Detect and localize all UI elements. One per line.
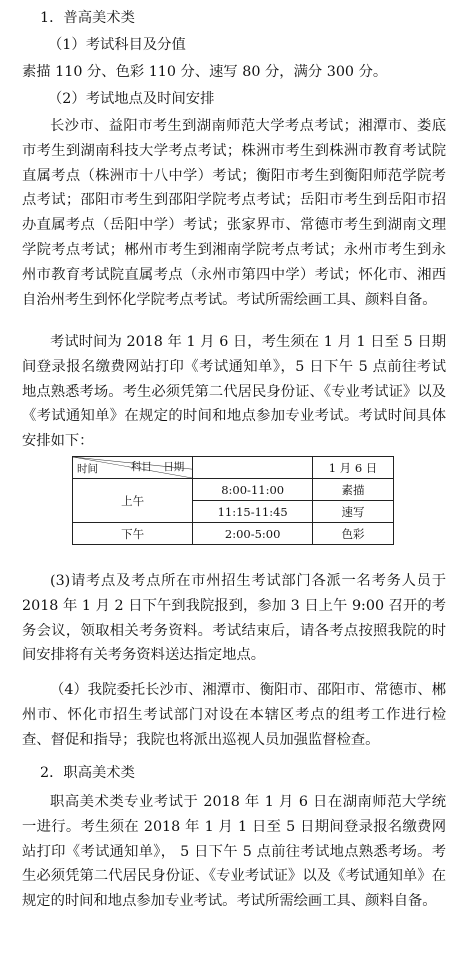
table-header-diagonal-cell — [73, 457, 193, 479]
time-cell: 11:15-11:45 — [193, 501, 313, 523]
time-cell: 2:00-5:00 — [193, 523, 313, 545]
morning-cell: 上午 — [73, 479, 193, 523]
scores-line: 素描 110 分、色彩 110 分、速写 80 分，满分 300 分。 — [22, 64, 388, 80]
section1-heading: 1．普高美术类 — [40, 10, 135, 26]
header-date-cell: 1 月 6 日 — [313, 457, 394, 479]
subsection-location-time: （2）考试地点及时间安排 — [48, 91, 215, 107]
afternoon-cell: 下午 — [73, 523, 193, 545]
subject-cell: 速写 — [313, 501, 394, 523]
locations-paragraph: 长沙市、益阳市考生到湖南师范大学考点考试；湘潭市、娄底市考生到湖南科技大学考点考试；株洲市考生到株洲市教育考试院直属考点（株洲市十八中学）考试；衡阳市考生到衡阳师范学院考点考试；邵阳市考生到邵阳学院考点考试；岳阳市考生到岳阳市招办直属考点（岳阳中学）考试；张家界市、常德市考生到湖南文理学院考点考试；郴州市考生到湘南学院考点考试；永州市考生到永州市教育考试院直属考点（永州市第四中学）考试；怀化市、湘西自治州考生到怀化学院考点考试。考试所需绘画工具、颜料自备。 — [22, 118, 446, 308]
header-date: 日期 — [163, 461, 185, 473]
subject-cell: 素描 — [313, 479, 394, 501]
subsection-exam-subjects: （1）考试科目及分值 — [48, 37, 186, 53]
supervision-paragraph: （4）我院委托长沙市、湘潭市、衡阳市、邵阳市、常德市、郴州市、怀化市招生考试部门对设在本辖区考点的组考工作进行检查、督促和指导；我院也将派出巡视人员加强监督检查。 — [22, 682, 446, 748]
header-subject: 科目 — [131, 461, 152, 473]
exam-schedule-table — [72, 456, 394, 545]
registration-paragraph: (3)请考点及考点所在市州招生考试部门各派一名考务人员于 2018 年 1 月 2 日下午到我院报到，参加 3 日上午 9:00 召开的考务会议，领取相关考务资料。考试结束后，请各考点按照我院的时间安排将有关考务资料送达指定地点。 — [22, 573, 446, 664]
vocational-paragraph: 职高美术类专业考试于 2018 年 1 月 6 日在湖南师范大学统一进行。考生须在 2018 年 1 月 1 日至 5 日期间登录报名缴费网站打印《考试通知单》， 5 日下午 5 点前往考试地点熟悉考场。考生必须凭第二代居民身份证、《专业考试证》以及《考试通知单》在规定的时间和地点参加专业考试。考试所需绘画工具、颜料自备。 — [22, 794, 446, 910]
time-cell: 8:00-11:00 — [193, 479, 313, 501]
header-time: 时间 — [77, 463, 98, 475]
section2-heading: 2．职高美术类 — [40, 765, 135, 781]
exam-time-paragraph: 考试时间为 2018 年 1 月 6 日，考生须在 1 月 1 日至 5 日期间登录报名缴费网站打印《考试通知单》，5 日下午 5 点前往考试地点熟悉考场。考生必须凭第二代居民身份证、《专业考试证》以及《考试通知单》在规定的时间和地点参加专业考试。考试时间具体安排如下： — [22, 334, 446, 450]
header-blank-cell — [193, 457, 313, 479]
subject-cell: 色彩 — [313, 523, 394, 545]
